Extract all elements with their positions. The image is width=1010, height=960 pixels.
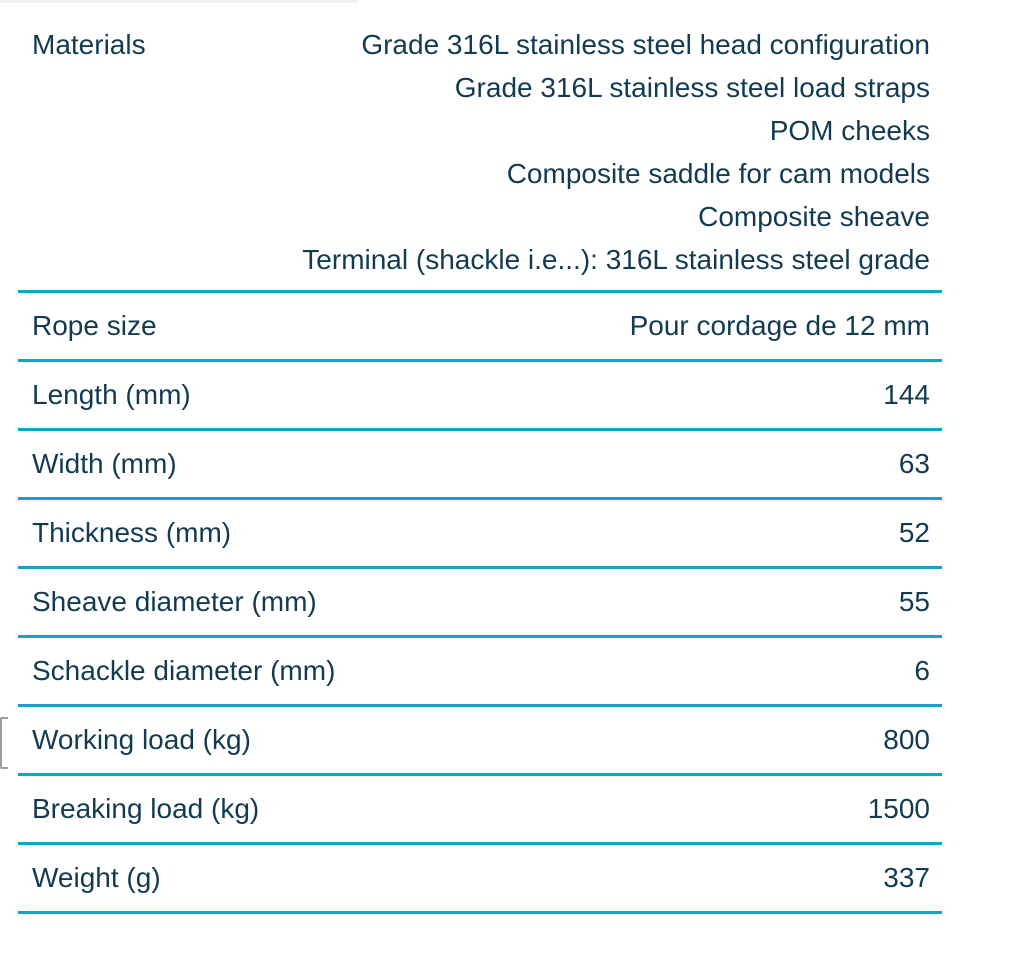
materials-value-line: Grade 316L stainless steel head configuration [361,29,930,60]
spec-value: 52 [898,517,930,548]
table-row [18,569,942,638]
spec-value: 55 [898,586,930,617]
table-row [18,707,942,776]
spec-value: 800 [883,724,930,755]
materials-value-line: Composite saddle for cam models [506,158,930,189]
spec-label: Thickness (mm) [32,517,232,548]
spec-value: Pour cordage de 12 mm [629,310,930,341]
spec-label: Length (mm) [32,379,191,410]
spec-value: 1500 [867,793,930,824]
spec-label: Weight (g) [32,862,161,893]
spec-table [18,293,942,914]
spec-value: 6 [914,655,930,686]
spec-label: Sheave diameter (mm) [32,586,317,617]
spec-value: 337 [883,862,930,893]
materials-value-line: Terminal (shackle i.e...): 316L stainless steel grade [302,244,930,275]
table-row [18,776,942,845]
materials-row [18,3,942,293]
materials-value-line: Grade 316L stainless steel load straps [454,72,930,103]
spec-value: 63 [898,448,930,479]
spec-value: 144 [883,379,930,410]
table-row [18,845,942,914]
spec-label: Width (mm) [32,448,177,479]
specifications-table [18,3,942,914]
table-row [18,500,942,569]
spec-label: Schackle diameter (mm) [32,655,336,686]
table-row [18,638,942,707]
table-row [18,293,942,362]
table-row [18,431,942,500]
materials-value-line: Composite sheave [698,201,930,232]
materials-value-line: POM cheeks [769,115,930,146]
spec-label: Working load (kg) [32,724,251,755]
partial-edge-control[interactable] [0,717,8,769]
materials-values [146,23,930,281]
spec-label: Rope size [32,310,157,341]
table-row [18,362,942,431]
materials-label: Materials [32,29,146,60]
spec-label: Breaking load (kg) [32,793,260,824]
